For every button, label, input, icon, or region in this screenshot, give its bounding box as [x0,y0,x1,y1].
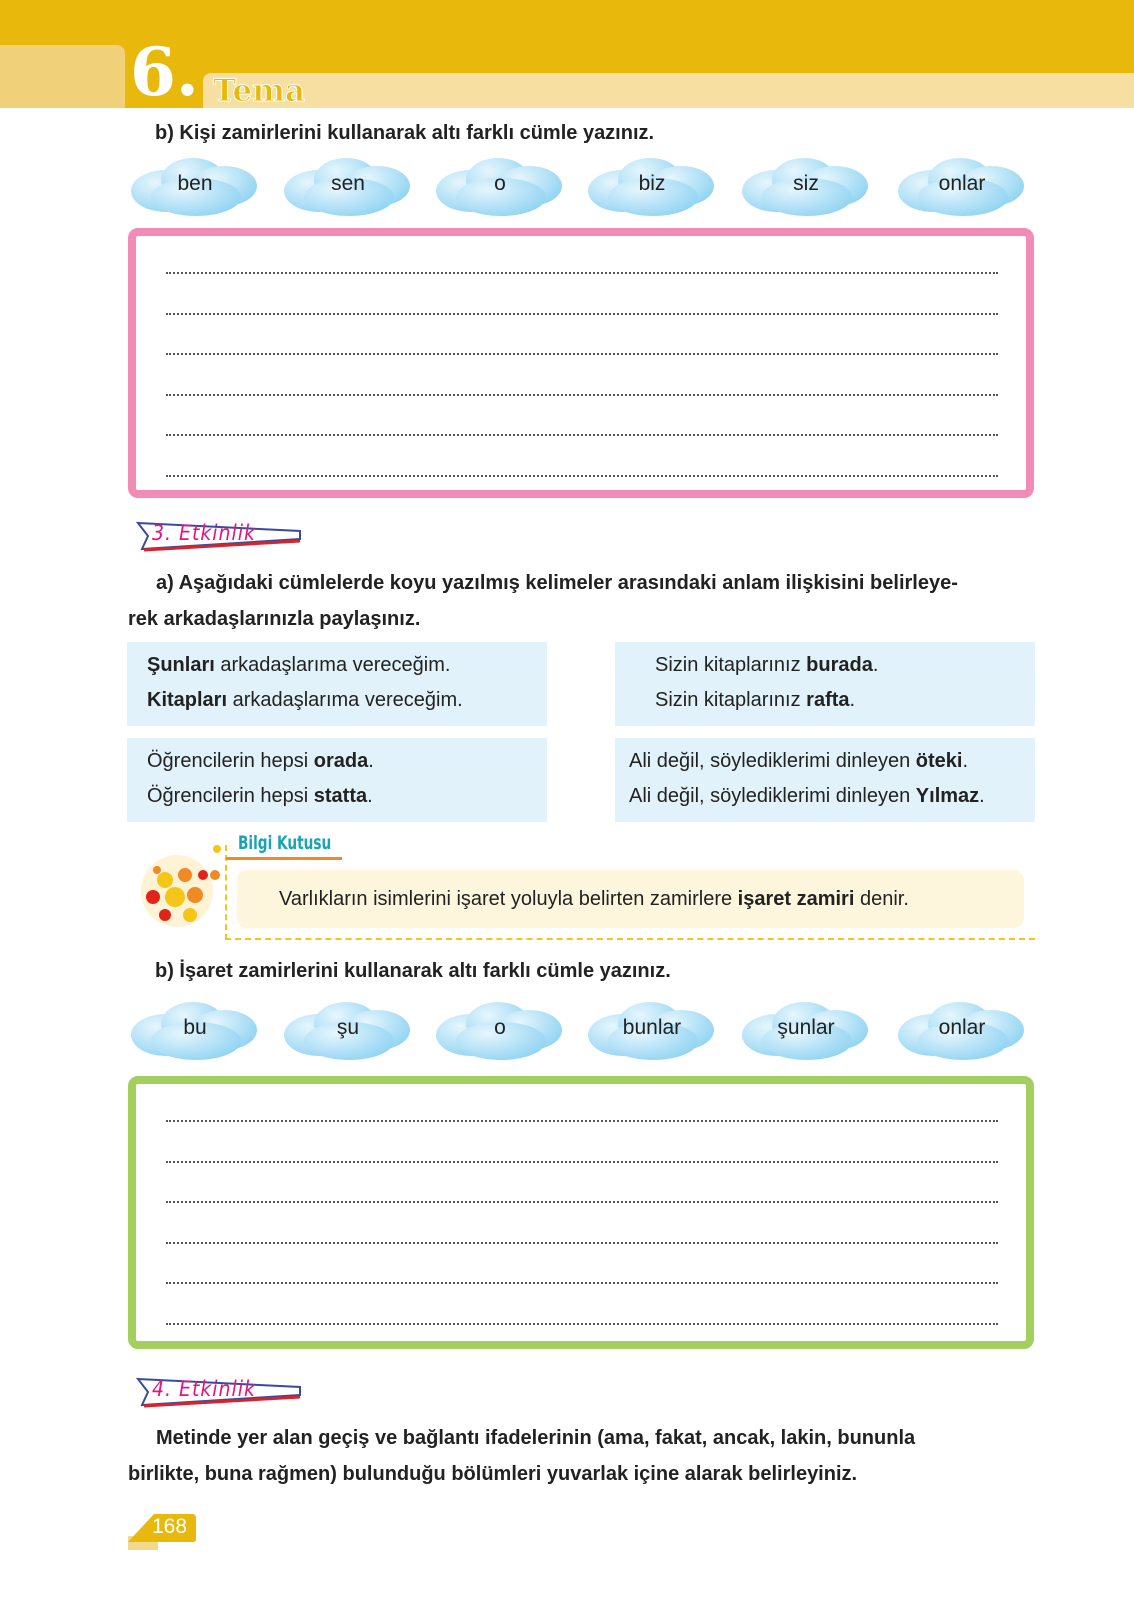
activity4-label: 4. Etkinlik [152,1377,256,1401]
sentence: Ali değil, söylediklerimi dinleyen Yılmaz. [629,785,985,807]
activity3-label: 3. Etkinlik [152,521,256,545]
writing-line[interactable] [166,434,998,436]
sentence-pair-box [615,642,1035,726]
writing-line[interactable] [166,353,998,355]
header-tab [0,45,125,108]
writing-line[interactable] [166,1323,998,1325]
writing-line[interactable] [166,1161,998,1163]
cloud-word: sen [331,172,365,195]
writing-line[interactable] [166,272,998,274]
sentence: Sizin kitaplarınız rafta. [655,689,856,711]
info-text: Varlıkların isimlerini işaret yoluyla belirten zamirlere işaret zamiri denir. [237,870,1024,928]
cloud-1 [131,156,259,216]
activity4-banner [130,1373,305,1411]
cloud-4 [588,156,716,216]
cloud-word: bunlar [622,1016,682,1039]
sentence: Sizin kitaplarınız burada. [655,654,879,676]
cloud-word: onlar [938,172,986,195]
cloud-word: onlar [938,1016,986,1039]
activity3-instruction: a) Aşağıdaki cümlelerde koyu yazılmış kelimeler arasındaki anlam ilişkisini belirleye- rek arkadaşlarınızla paylaşınız. [128,572,958,630]
cloud-word: ben [177,172,213,195]
sentence-pair-box [127,642,547,726]
sentence-pair-box [127,738,547,822]
cloud-6 [898,1000,1026,1060]
activity3-banner [130,517,305,555]
cloud-word: siz [793,172,819,195]
writing-box-green[interactable] [128,1076,1034,1349]
writing-line[interactable] [166,1242,998,1244]
info-title: Bilgi Kutusu [238,832,332,854]
info-globe-icon [135,835,235,935]
activity4-instruction: Metinde yer alan geçiş ve bağlantı ifadelerinin (ama, fakat, ancak, lakin, bununla birlikte, buna rağmen) bulunduğu bölümleri yuvarlak içine alarak belirleyiniz. [128,1427,916,1485]
info-divider-horizontal [225,938,1035,940]
cloud-5 [742,1000,870,1060]
cloud-word: biz [638,172,666,195]
cloud-word: bu [183,1016,207,1039]
writing-box-pink[interactable] [128,228,1034,498]
writing-line[interactable] [166,1201,998,1203]
cloud-2 [284,1000,412,1060]
theme-title: Tema [213,73,306,109]
sentence: Öğrencilerin hepsi orada. [147,750,374,772]
sentence: Şunları arkadaşlarıma vereceğim. [147,654,451,676]
sentence-pair-box [615,738,1035,822]
writing-line[interactable] [166,475,998,477]
sentence: Ali değil, söylediklerimi dinleyen öteki. [629,750,969,772]
writing-line[interactable] [166,1282,998,1284]
cloud-word: o [494,1016,506,1039]
cloud-5 [742,156,870,216]
cloud-word: o [494,172,506,195]
header-band [203,73,1134,108]
cloud-3 [436,156,564,216]
cloud-word: şunlar [777,1016,835,1039]
cloud-3 [436,1000,564,1060]
sentence: Kitapları arkadaşlarıma vereceğim. [147,689,463,711]
cloud-6 [898,156,1026,216]
cloud-1 [131,1000,259,1060]
cloud-2 [284,156,412,216]
cloud-word: şu [336,1016,360,1039]
cloud-4 [588,1000,716,1060]
section2-heading: b) İşaret zamirlerini kullanarak altı farklı cümle yazınız. [155,960,671,982]
page-number: 168 [152,1515,188,1538]
writing-line[interactable] [166,1120,998,1122]
sentence: Öğrencilerin hepsi statta. [147,785,373,807]
writing-line[interactable] [166,394,998,396]
section1-heading: b) Kişi zamirlerini kullanarak altı farklı cümle yazınız. [155,122,655,144]
info-title-underline [226,857,342,860]
writing-line[interactable] [166,313,998,315]
theme-number: 6. [130,33,199,111]
